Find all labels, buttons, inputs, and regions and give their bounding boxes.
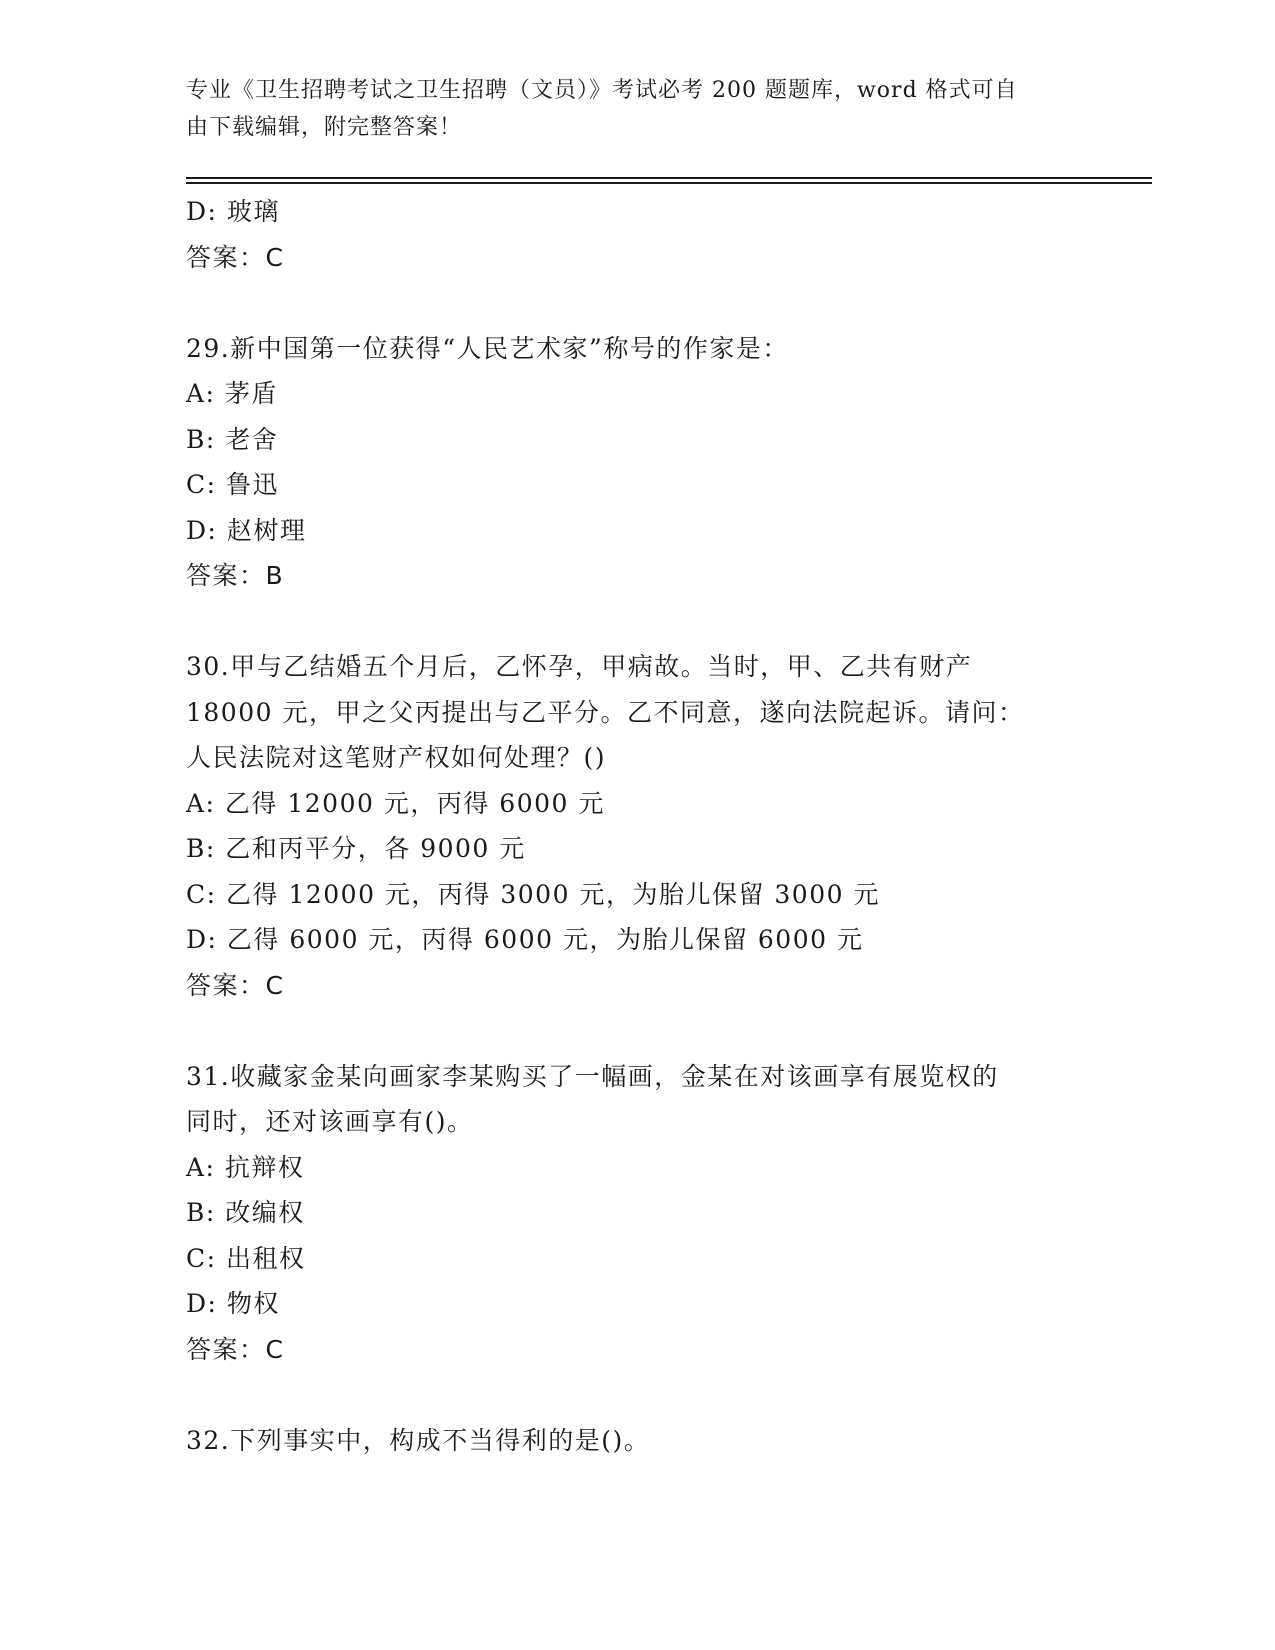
option-a: A: 乙得 12000 元，丙得 6000 元 [186,788,605,818]
header-divider-top [186,177,1152,179]
question-29 [186,326,1086,599]
option-a: A: 抗辩权 [186,1152,305,1182]
question-30 [186,644,1086,1008]
question-31 [186,1054,1086,1373]
option-b: B: 老舍 [186,424,279,454]
question-32 [186,1418,1086,1464]
answer-line: 答案：C [186,1334,285,1364]
page-header [186,72,1066,146]
spacer [186,1008,1086,1054]
option-c: C: 乙得 12000 元，丙得 3000 元，为胎儿保留 3000 元 [186,879,880,909]
option-c: C: 出租权 [186,1243,306,1273]
question-stem: 29.新中国第一位获得“人民艺术家”称号的作家是： [186,333,789,363]
option-d: D: 玻璃 [186,197,280,226]
option-a: A: 茅盾 [186,379,278,408]
header-line-2: 由下载编辑，附完整答案！ [186,115,463,140]
spacer [186,280,1086,326]
question-stem: 同时，还对该画享有()。 [186,1107,474,1136]
option-b: B: 乙和丙平分，各 9000 元 [186,834,526,863]
question-stem: 32.下列事实中，构成不当得利的是()。 [186,1425,651,1455]
question-stem: 人民法院对这笔财产权如何处理？() [186,743,607,772]
header-divider-bottom [186,182,1152,184]
option-d: D: 赵树理 [186,515,307,545]
option-d: D: 物权 [186,1289,280,1318]
option-c: C: 鲁迅 [186,470,279,499]
answer-line: 答案：B [186,561,285,590]
option-b: B: 改编权 [186,1198,305,1227]
answer-line: 答案：C [186,970,285,1000]
spacer [186,1372,1086,1418]
question-list [186,189,1086,1463]
question-stem: 30.甲与乙结婚五个月后，乙怀孕，甲病故。当时，甲、乙共有财产 [186,652,973,681]
question-stem: 18000 元，甲之父丙提出与乙平分。乙不同意，遂向法院起诉。请问： [186,697,1025,727]
option-d: D: 乙得 6000 元，丙得 6000 元，为胎儿保留 6000 元 [186,925,864,954]
spacer [186,599,1086,645]
header-line-1: 专业《卫生招聘考试之卫生招聘（文员）》考试必考 200 题题库，word 格式可自 [186,78,1018,103]
question-stem: 31.收藏家金某向画家李某购买了一幅画，金某在对该画享有展览权的 [186,1061,999,1091]
answer-line: 答案：C [186,242,285,272]
